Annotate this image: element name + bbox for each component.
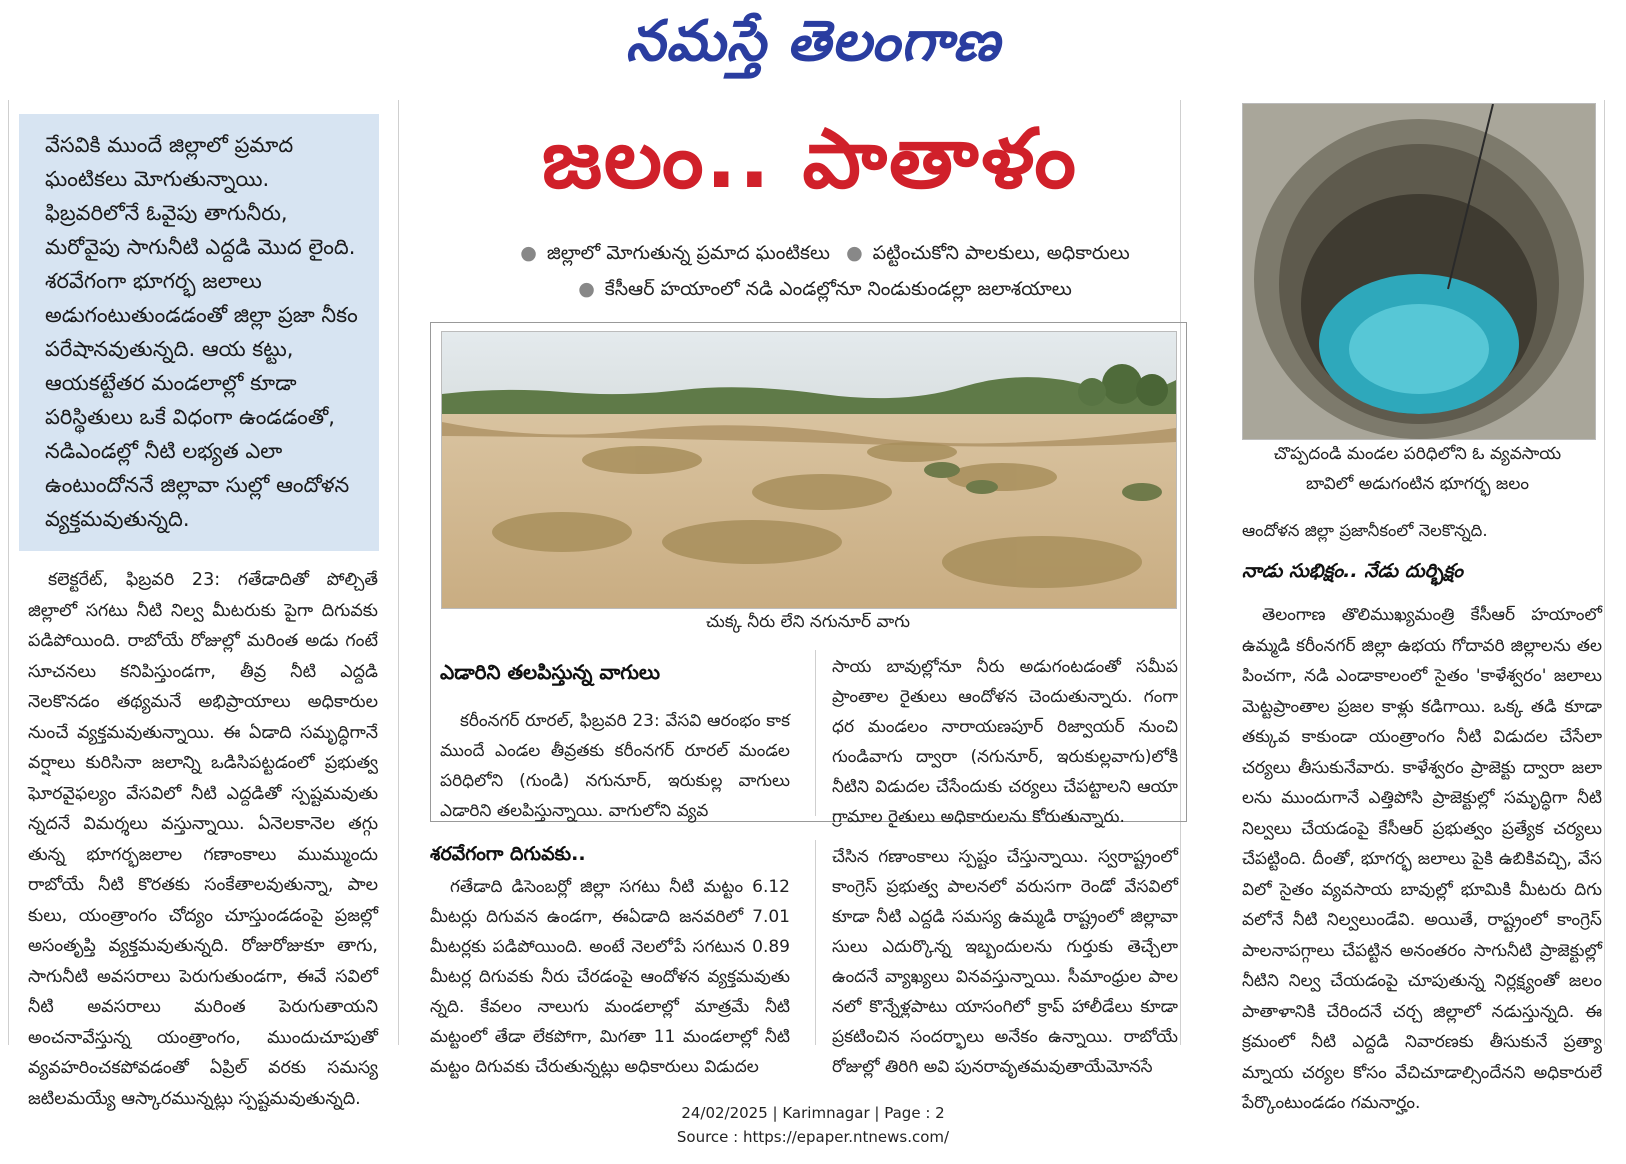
article-paragraph: కలెక్టరేట్, ఫిబ్రవరి 23: గతేడాదితో పోల్చితే జిల్లాలో సగటు నీటి నిల్వ మీటరుకు పైగా దిగువకు పడిపోయింది. రాబోయే రోజుల్లో మరింత అడు గంటే సూచనలు కనిపిస్తుండగా, తీవ్ర నీటి ఎద్దడి నెలకొనడం తథ్యమనే అభిప్రాయాలు అధికారుల నుంచే వ్యక్తమవుతున్నాయి. ఈ ఏడాది సమృద్ధిగానే వర్షాలు కురిసినా జలాన్ని ఒడిసిపట్టడంలో ప్రభుత్వ ఘోరవైఫల్యం వేసవిలో నీటి ఎద్దడితో స్పష్టమవుతు న్నదనే విమర్శలు వస్తున్నాయి. ఏనెలకానెల తగ్గు తున్న భూగర్భజలాల గణాంకాలు ముమ్ముందు రాబోయే నీటి కొరతకు సంకేతాలవుతున్నా, పాల కులు, యంత్రాంగం చోద్యం చూస్తుండడంపై ప్రజల్లో అసంతృప్తి వ్యక్తమవుతున్నది. రోజురోజుకూ తాగు, సాగునీటి అవసరాలు పెరుగుతుండగా, ఈవే సవిలో నీటి అవసరాలు మరింత పెరుగుతాయని అంచనావేస్తున్న యంత్రాంగం, ముందుచూపుతో వ్యవహరించకపోవడంతో ఏప్రిల్ వరకు సమస్య జటిలమయ్యే ఆస్కారమున్నట్లు స్పష్టమవుతున్నది. <box>28 570 378 1109</box>
subhead-item: జిల్లాలో మోగుతున్న ప్రమాద ఘంటికలు <box>546 242 831 264</box>
subhead-item: పట్టించుకోని పాలకులు, అధికారులు <box>872 242 1130 264</box>
well-photo-caption-2: బావిలో అడుగంటిన భూగర్భ జలం <box>1305 474 1530 494</box>
article-paragraph: సాయ బావుల్లోనూ నీరు అడుగంటడంతో సమీప ప్రాంతాల రైతులు ఆందోళన చెందుతున్నారు. గంగా ధర మండలం నారాయణపూర్ రిజ్వాయర్ నుంచి గుండివాగు ద్వారా (నగునూర్, ఇరుకుల్లవాగు)లోకి నీటిని విడుదల చేసేందుకు చర్యలు చేపట్టాలని ఆయా గ్రామాల రైతులు అధికారులను కోరుతున్నారు. <box>832 657 1178 827</box>
bullet-icon: ● <box>520 242 537 264</box>
well-photo <box>1242 103 1596 440</box>
saravegam-column-2 <box>832 842 1178 1082</box>
column-divider <box>815 650 816 816</box>
well-photo-caption-1: చొప్పదండి మండల పరిధిలోని ఓ వ్యవసాయ <box>1273 444 1562 464</box>
article-paragraph: చేసిన గణాంకాలు స్పష్టం చేస్తున్నాయి. స్వరాష్ట్రంలో కాంగ్రెస్ ప్రభుత్వ పాలనలో వరుసగా రెండో వేసవిలో కూడా నీటి ఎద్దడి సమస్య ఉమ్మడి రాష్ట్రంలో జిల్లావా సులు ఎదుర్కొన్న ఇబ్బందులను గుర్తుకు తెచ్చేలా ఉందనే వ్యాఖ్యలు వినవస్తున్నాయి. సీమాంధ్రుల పాల నలో కొన్నేళ్లపాటు యాసంగిలో క్రాప్ హాలీడేలు కూడా ప్రకటించిన సందర్భాలు అనేకం ఉన్నాయి. రాబోయే రోజుల్లో తిరిగి అవి పునరావృతమవుతాయేమోనసే <box>832 847 1178 1077</box>
river-photo <box>441 331 1177 609</box>
bullet-icon: ● <box>846 242 863 264</box>
right-column-article <box>1242 600 1602 1119</box>
article-paragraph: ఆందోళన జిల్లా ప్రజానీకంలో నెలకొన్నది. <box>1242 521 1488 540</box>
well-illustration <box>1243 104 1595 439</box>
footer-dateline: 24/02/2025 | Karimnagar | Page : 2 <box>681 1104 945 1122</box>
vagulu-column-1 <box>440 706 790 826</box>
footer-source[interactable]: Source : https://epaper.ntnews.com/ <box>676 1128 950 1146</box>
summary-text: వేసవికి ముందే జిల్లాలో ప్రమాద ఘంటికలు మోగుతున్నాయి. ఫిబ్రవరిలోనే ఓవైపు తాగునీరు, మరోవైపు సాగునీటి ఎద్దడి మొద లైంది. శరవేగంగా భూగర్భ జలాలు అడుగంటుతుండడంతో జిల్లా ప్రజా నీకం పరేషానవుతున్నది. ఆయ కట్టు, ఆయకట్టేతర మండలాల్లో కూడా పరిస్థితులు ఒకే విధంగా ఉండడంతో, నడిఎండల్లో నీటి లభ్యత ఎలా ఉంటుందోననే జిల్లావా సుల్లో ఆందోళన వ్యక్తమవుతున్నది. <box>45 133 358 531</box>
section-heading-nadu: నాడు సుభిక్షం.. నేడు దుర్భిక్షం <box>1242 560 1464 582</box>
right-column-intro <box>1242 516 1602 547</box>
headline: జలం.. పాతాళం <box>541 112 1079 207</box>
bullet-icon: ● <box>578 278 595 300</box>
saravegam-column-1 <box>430 872 790 1082</box>
vagulu-column-2 <box>832 652 1178 832</box>
subhead-line-2 <box>430 278 1210 305</box>
summary-box <box>19 114 379 551</box>
masthead-logo: నమస్తే తెలంగాణ <box>625 8 1001 74</box>
river-photo-caption: చుక్క నీరు లేని నగునూర్ వాగు <box>705 612 911 632</box>
article-paragraph: తెలంగాణ తొలిముఖ్యమంత్రి కేసీఆర్ హయాంలో ఉమ్మడి కరీంనగర్ జిల్లా ఉభయ గోదావరి జిల్లాలను తల పించగా, నడి ఎండాకాలంలో సైతం 'కాళేశ్వరం' జలాలు మెట్టప్రాంతాల ప్రజల కాళ్లు కడిగాయి. ఒక్క తడి కూడా తక్కువ కాకుండా యంత్రాంగం నీటి విడుదల చేసేలా చర్యలు తీసుకునేవారు. కాళేశ్వరం ప్రాజెక్టు ద్వారా జలా లను ముందుగానే ఎత్తిపోసి ప్రాజెక్టుల్లో సమృద్ధిగా నీటి నిల్వలు చేయడంపై కేసీఆర్ ప్రభుత్వం ప్రత్యేక చర్యలు చేపట్టింది. దీంతో, భూగర్భ జలాలు పైకి ఉబికివచ్చి, వేస విలో సైతం వ్యవసాయ బావుల్లో భూమికి మీటరు దిగు వలోనే నీటి నిల్వలుండేవి. అయితే, రాష్ట్రంలో కాంగ్రెస్ పాలనాపగ్గాలు చేపట్టిన అనంతరం సాగునీటి ప్రాజెక్టుల్లో నీటిని నిల్వ చేయడంపై చూపుతున్న నిర్లక్ష్యంతో జలం పాతాళానికి చేరిందనే చర్చ జిల్లాలో నడుస్తున్నది. ఈ క్రమంలో నీటి ఎద్దడి నివారణకు తీసుకునే ప్రత్యా మ్నాయ చర్యల కోసం వేచిచూడాల్సిందేనని అధికారులే పేర్కొంటుండడం గమనార్హం. <box>1242 605 1602 1113</box>
subhead-line-1 <box>430 242 1210 269</box>
subhead-item: కేసీఆర్ హయాంలో నడి ఎండల్లోనూ నిండుకుండల్లా జలాశయాలు <box>604 278 1072 300</box>
column-divider <box>815 840 816 1045</box>
article-paragraph: కరీంనగర్ రూరల్, ఫిబ్రవరి 23: వేసవి ఆరంభం కాక ముందే ఎండల తీవ్రతకు కరీంనగర్ రూరల్ మండల పరిధిలోని (గుండి) నగునూర్, ఇరుకుల్ల వాగులు ఎడారిని తలపిస్తున్నాయి. వాగులోని వ్యవ <box>440 711 790 821</box>
left-column-article <box>28 565 378 1114</box>
column-divider <box>1604 100 1605 1045</box>
dry-riverbed-illustration <box>442 332 1176 608</box>
article-paragraph: గతేడాది డిసెంబర్లో జిల్లా సగటు నీటి మట్టం 6.12 మీటర్లు దిగువన ఉండగా, ఈఏడాది జనవరిలో 7.01 మీటర్లకు పడిపోయింది. అంటే నెలలోపే సగటున 0.89 మీటర్ల దిగువకు నీరు చేరడంపై ఆందోళన వ్యక్తమవుతు న్నది. కేవలం నాలుగు మండలాల్లో మాత్రమే నీటి మట్టంలో తేడా లేకపోగా, మిగతా 11 మండలాల్లో నీటి మట్టం దిగువకు చేరుతున్నట్లు అధికారులు విడుదల <box>430 877 790 1077</box>
section-heading-saravegam: శరవేగంగా దిగువకు.. <box>430 843 586 865</box>
section-heading-vagulu: ఎడారిని తలపిస్తున్న వాగులు <box>440 660 660 684</box>
column-divider <box>8 100 9 1045</box>
column-divider <box>398 100 399 1045</box>
